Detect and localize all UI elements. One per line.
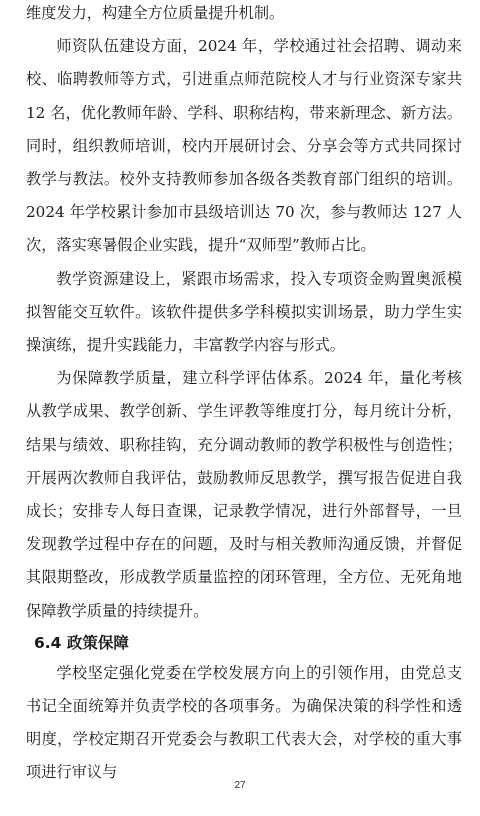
- paragraph-quality-assurance: 为保障教学质量，建立科学评估体系。2024 年，量化考核从教学成果、教学创新、学生评教等维度打分，每月统计分析，结果与绩效、职称挂钩，充分调动教师的教学积极性与创造性；开展两次教师自我评估，鼓励教师反思教学，撰写报告促进自我成长；安排专人每日查课，记录教学情况，进行外部督导，一旦发现教学过程中存在的问题，及时与相关教师沟通反馈，并督促其限期整改，形成教学质量监控的闭环管理，全方位、无死角地保障教学质量的持续提升。: [26, 369, 462, 620]
- paragraph-policy: 学校坚定强化党委在学校发展方向上的引领作用，由党总支书记全面统筹并负责学校的各项事务。为确保决策的科学性和透明度，学校定期召开党委会与教职工代表大会，对学校的重大事项进行审议与: [26, 663, 462, 782]
- paragraph-teaching-resources: 教学资源建设上，紧跟市场需求，投入专项资金购置奥派模拟智能交互软件。该软件提供多学科模拟实训场景，助力学生实操演练，提升实践能力，丰富教学内容与形式。: [26, 269, 462, 355]
- section-heading: 6.4 政策保障: [34, 633, 129, 652]
- page-number: 27: [234, 780, 246, 791]
- paragraph-continuation: 维度发力，构建全方位质量提升机制。: [26, 4, 285, 22]
- paragraph-teacher-team: 师资队伍建设方面，2024 年，学校通过社会招聘、调动来校、临聘教师等方式，引进重点师范院校人才与行业资深专家共 12 名，优化教师年龄、学科、职称结构，带来新理念、新方法。同时，组织教师培训，校内开展研讨会、分享会等方式共同探讨教学与教法。校外支持教师参加各级各类教育部门组织的培训。2024 年学校累计参加市县级培训达 70 次，参与教师达 127 人次，落实寒暑假企业实践，提升“双师型”教师占比。: [26, 37, 462, 255]
- page-body: [26, 0, 462, 790]
